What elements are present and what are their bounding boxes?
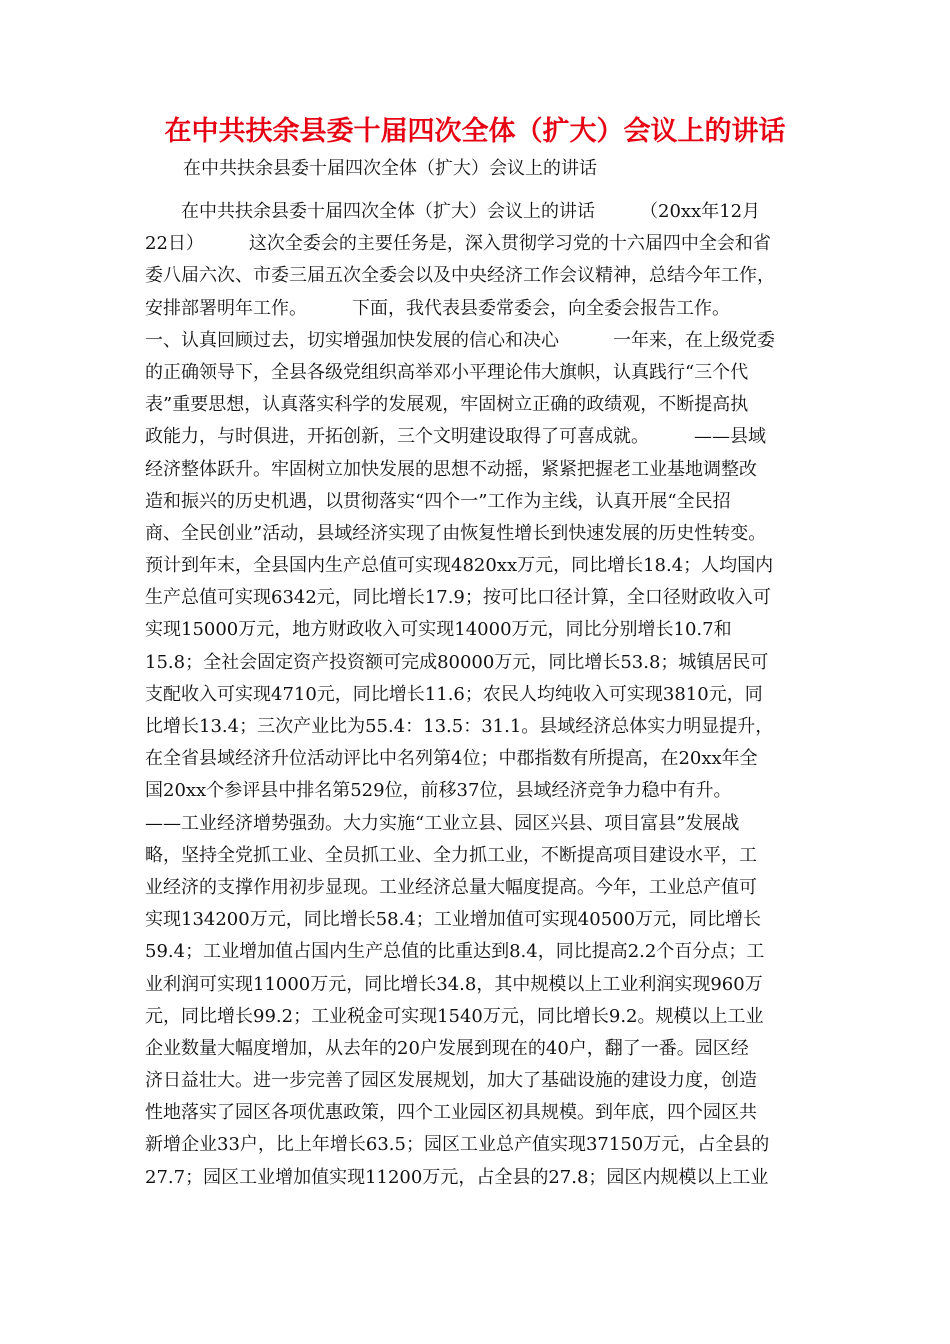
body-line: 安排部署明年工作。 下面，我代表县委常委会，向全委会报告工作。 [145, 297, 730, 319]
body-line: 支配收入可实现4710元，同比增长11.6；农民人均纯收入可实现3810元，同 [145, 683, 763, 705]
body-line: 预计到年末，全县国内生产总值可实现4820xx万元，同比增长18.4；人均国内 [145, 555, 774, 577]
body-line: 略，坚持全党抓工业、全员抓工业、全力抓工业，不断提高项目建设水平，工 [145, 844, 757, 866]
body-line: 表”重要思想，认真落实科学的发展观，牢固树立正确的政绩观，不断提高执 [145, 394, 749, 416]
body-line: 27.7；园区工业增加值实现11200万元，占全县的27.8；园区内规模以上工业 [145, 1166, 769, 1188]
document-subtitle: 在中共扶余县委十届四次全体（扩大）会议上的讲话 [183, 158, 597, 179]
body-line: 业经济的支撑作用初步显现。工业经济总量大幅度提高。今年，工业总产值可 [145, 876, 757, 898]
body-line: 政能力，与时俱进，开拓创新，三个文明建设取得了可喜成就。 ——县域 [145, 426, 766, 448]
body-line: 性地落实了园区各项优惠政策，四个工业园区初具规模。到年底，四个园区共 [145, 1102, 757, 1124]
body-line: 元，同比增长99.2；工业税金可实现1540万元，同比增长9.2。规模以上工业 [145, 1005, 764, 1027]
body-line: 国20xx个参评县中排名第529位，前移37位，县域经济竞争力稳中有升。 [145, 780, 732, 802]
body-line: 实现134200万元，同比增长58.4；工业增加值可实现40500万元，同比增长 [145, 909, 762, 931]
body-line: 一、认真回顾过去，切实增强加快发展的信心和决心 一年来，在上级党委 [145, 329, 775, 351]
body-line: 比增长13.4；三次产业比为55.4：13.5：31.1。县域经济总体实力明显提升， [145, 716, 774, 737]
body-line: 15.8；全社会固定资产投资额可完成80000万元，同比增长53.8；城镇居民可 [145, 651, 769, 673]
body-line: 济日益壮大。进一步完善了园区发展规划，加大了基础设施的建设力度，创造 [145, 1070, 757, 1092]
body-line: 在全省县域经济升位活动评比中名列第4位；中郡指数有所提高，在20xx年全 [145, 748, 758, 770]
body-line: 生产总值可实现6342元，同比增长17.9；按可比口径计算，全口径财政收入可 [145, 587, 771, 609]
document-title: 在中共扶余县委十届四次全体（扩大）会议上的讲话 [164, 116, 786, 147]
body-line: 新增企业33户，比上年增长63.5；园区工业总产值实现37150万元，占全县的 [145, 1134, 770, 1156]
body-line: 经济整体跃升。牢固树立加快发展的思想不动摇，紧紧把握老工业基地调整改 [145, 458, 757, 480]
body-line: 业利润可实现11000万元，同比增长34.8，其中规模以上工业利润实现960万 [145, 973, 763, 995]
body-line: 企业数量大幅度增加，从去年的20户发展到现在的40户，翻了一番。园区经 [145, 1037, 749, 1059]
body-line: ——工业经济增势强劲。大力实施“工业立县、园区兴县、项目富县”发展战 [145, 812, 740, 834]
body-line: 22日） 这次全委会的主要任务是，深入贯彻学习党的十六届四中全会和省 [145, 233, 771, 255]
body-line: 的正确领导下，全县各级党组织高举邓小平理论伟大旗帜，认真践行“三个代 [145, 361, 749, 383]
body-line: 在中共扶余县委十届四次全体（扩大）会议上的讲话 （20xx年12月 [145, 201, 761, 222]
body-line: 商、全民创业”活动，县域经济实现了由恢复性增长到快速发展的历史性转变。 [145, 522, 767, 544]
body-line: 造和振兴的历史机遇，以贯彻落实“四个一”工作为主线，认真开展“全民招 [145, 490, 731, 512]
body-line: 实现15000万元，地方财政收入可实现14000万元，同比分别增长10.7和 [145, 619, 732, 641]
document-body [145, 196, 805, 1194]
body-line: 委八届六次、市委三届五次全委会以及中央经济工作会议精神，总结今年工作， [145, 265, 775, 287]
body-line: 59.4；工业增加值占国内生产总值的比重达到8.4，同比提高2.2个百分点；工 [145, 941, 765, 963]
